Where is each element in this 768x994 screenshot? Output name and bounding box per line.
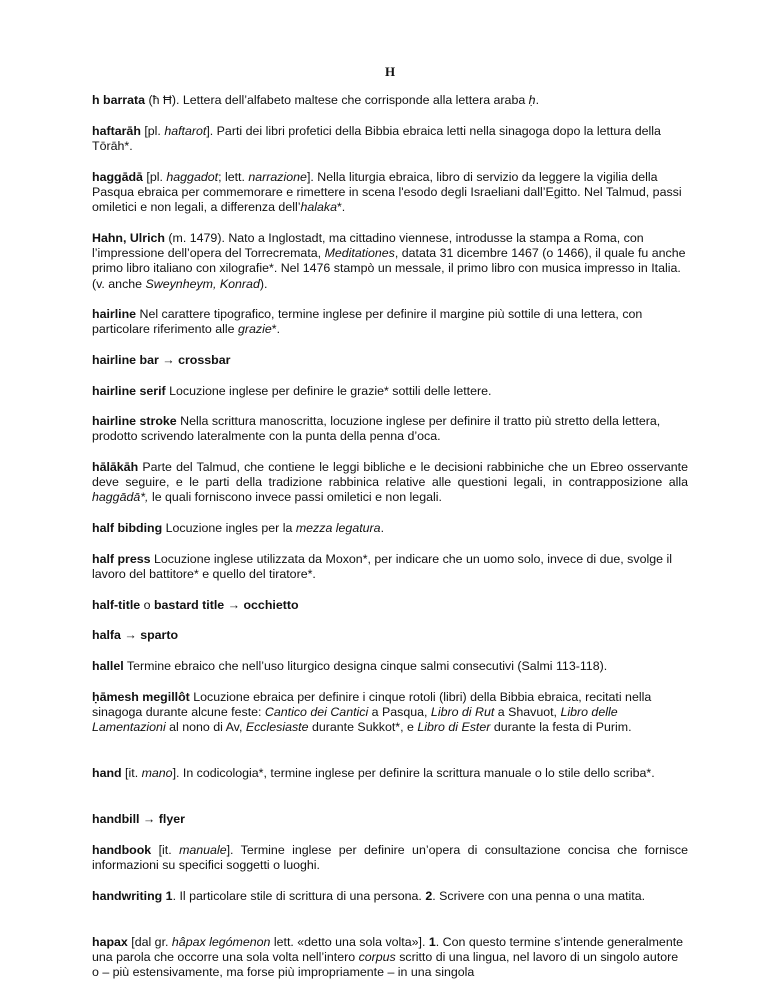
entry-text: Locuzione inglese per definire le grazie* sottili delle lettere. — [165, 384, 492, 398]
entry-text: Nella scrittura manoscritta, locuzione inglese per definire il tratto più stretto della lettera, prodotto scrivendo lateralmente con la punta della penna d’oca. — [92, 414, 661, 444]
entry-text: Termine ebraico che nell’uso liturgico designa cinque salmi consecutivi (Salmi 113-118). — [123, 659, 608, 673]
entry-text: [it. — [121, 766, 142, 780]
entry-h-barrata — [92, 93, 688, 108]
entry-term: Hahn, Ulrich — [92, 231, 165, 245]
entry-hamesh-megillot — [92, 690, 688, 736]
entry-text: a Shavuot, — [494, 705, 561, 720]
entry-term: half press — [92, 552, 151, 566]
entry-text: ]. Termine inglese per definire un’opera di consultazione concisa che fornisce informazioni su specifici soggetti o luoghi. — [92, 843, 689, 873]
sense-number: 1 — [162, 889, 173, 903]
entry-term: half bibding — [92, 521, 163, 535]
entry-text: ]. Parti dei libri profetici della Bibbia ebraica letti nella sinagoga dopo la lettura della Tōrāh*. — [92, 124, 661, 154]
entry-term: h barrata — [92, 93, 146, 107]
entry-text: [it. — [151, 843, 180, 857]
entry-text: Locuzione ingles per la — [162, 521, 296, 535]
entry-text-italic: mezza legatura — [295, 521, 381, 535]
entry-hand — [92, 766, 688, 781]
entry-term: hairline stroke — [92, 414, 177, 428]
entry-text: durante Sukkot*, e — [308, 720, 418, 735]
entry-text: [dal gr. — [127, 935, 172, 949]
entry-text: (m. 1479). Nato a Inglostadt, ma cittadino viennese, introdusse la stampa a Roma, con l’impressione dell’opera del Torrecremata, — [92, 231, 644, 261]
entry-text: o — [140, 598, 154, 612]
entry-text: ]. Nella liturgia ebraica, libro di servizio da leggere la vigilia della Pasqua ebraica per commemorare e rimettere in scena l'esodo degli Israeliani dall’Egitto. Nel Talmud, passi omiletici e non legali, a differenza dell’ — [92, 170, 682, 215]
entry-text: ; lett. — [218, 170, 249, 184]
entry-text: (ħ Ħ). Lettera dell’alfabeto maltese che corrisponde alla lettera araba — [145, 93, 529, 107]
entry-text-italic: Libro di Ester — [417, 720, 491, 735]
entry-text-italic: halaka — [300, 200, 337, 215]
entry-text-italic: Sweynheym, Konrad — [145, 276, 260, 291]
entry-text: *. — [336, 200, 346, 215]
entry-term: hairline — [92, 307, 137, 321]
entry-text-italic: Libro di Rut — [430, 705, 495, 720]
entry-text: [pl. — [140, 124, 165, 138]
entry-term: hallel — [92, 659, 124, 673]
entry-hairline — [92, 307, 688, 337]
entry-hairline-serif — [92, 384, 688, 399]
entry-halfa — [92, 628, 688, 643]
entry-term: hairline bar → crossbar — [92, 353, 231, 367]
entry-text: , datata 31 dicembre 1467 (o 1466), il quale fu anche primo libro italiano con xilografie*. Nel 1476 stampò un messale, il primo libro con musica impresso in Italia. (v. anche — [92, 246, 686, 291]
entry-text: lett. «detto una sola volta»]. — [270, 935, 429, 949]
entry-text-italic: corpus — [358, 950, 396, 965]
entry-term: haftarāh — [92, 124, 141, 138]
entry-text-italic: haftarot — [164, 124, 207, 138]
entry-term: ḥāmesh megillôt — [92, 690, 190, 704]
entry-text: . — [535, 93, 540, 107]
entry-text-italic: haggādā*, — [92, 490, 149, 505]
entry-text: durante la festa di Purim. — [490, 720, 632, 735]
entry-half-bibding — [92, 521, 688, 536]
entry-term: handbill → flyer — [92, 812, 185, 826]
entry-term: hālākāh — [92, 460, 139, 474]
entry-hapax — [92, 935, 688, 981]
entry-text-italic: Cantico dei Cantici — [264, 705, 369, 720]
entry-text: Locuzione ebraica per definire i cinque rotoli (libri) della Bibbia ebraica, recitati nella sinagoga durante alcune feste: — [92, 690, 652, 720]
entry-text-italic: Ecclesiaste — [245, 720, 309, 735]
entry-text-italic: narrazione — [248, 170, 307, 184]
section-letter: H — [384, 64, 396, 79]
entry-haggadah — [92, 170, 688, 216]
entry-text: a Pasqua, — [368, 705, 431, 720]
entry-term: hairline serif — [92, 384, 166, 398]
entry-text: *. — [271, 322, 281, 337]
entry-text-italic: grazie — [238, 322, 272, 337]
entry-text: scritto di una lingua, nel lavoro di un singolo autore o – più estensivamente, ma forse più impropriamente – in una singola — [92, 950, 679, 980]
entry-text: Nel carattere tipografico, termine inglese per definire il margine più sottile di una lettera, con particolare riferimento alle — [92, 307, 643, 337]
entry-text: ]. In codicologia*, termine inglese per definire la scrittura manuale o lo stile dello scriba*. — [172, 766, 655, 780]
entry-text-italic: Libro delle Lamentazioni — [92, 705, 618, 735]
entry-text-italic: mano — [141, 766, 173, 780]
entry-hahn-ulrich — [92, 231, 688, 292]
entry-term: halfa → sparto — [92, 628, 179, 642]
entry-text-italic: ḥ — [528, 93, 536, 107]
entry-handbook — [92, 843, 688, 873]
entry-text-italic: haggadot — [166, 170, 219, 184]
sense-number: 2 — [425, 889, 433, 903]
entry-text: al nono di Av, — [165, 720, 246, 735]
entry-text: . — [380, 521, 385, 535]
entry-text: . Con questo termine s’intende generalmente una parola che occorre una sola volta nell’intero — [92, 935, 684, 965]
sense-number: 1 — [428, 935, 436, 949]
entry-term: hand — [92, 766, 122, 780]
entry-text: . Scrivere con una penna o una matita. — [432, 889, 646, 903]
entry-term: half-title — [92, 598, 141, 612]
entry-text: [pl. — [142, 170, 167, 184]
entry-term-secondary: bastard title → occhietto — [153, 598, 299, 612]
entry-text: . Il particolare stile di scrittura di una persona. — [172, 889, 426, 903]
entry-text: Parte del Talmud, che contiene le leggi bibliche e le decisioni rabbiniche che un Ebreo osservante deve seguire, e le parti della tradizione rabbinica relative alle questioni legali, in contrapposizione alla — [92, 460, 688, 490]
entry-handwriting — [92, 889, 688, 904]
entry-haftarah — [92, 124, 688, 154]
entry-text: ). — [259, 276, 268, 291]
entry-term: hapax — [92, 935, 128, 949]
entry-half-press — [92, 552, 688, 582]
entry-hallel — [92, 659, 688, 674]
entry-handbill — [92, 812, 688, 827]
entry-text: le quali forniscono invece passi omiletici e non legali. — [148, 490, 442, 505]
entry-halakah — [92, 460, 688, 506]
entry-text-italic: Meditationes — [324, 246, 395, 261]
entry-half-title — [92, 598, 688, 613]
entry-hairline-stroke — [92, 414, 688, 444]
entry-term: handwriting — [92, 889, 163, 903]
entry-text-italic: hâpax legómenon — [171, 935, 271, 949]
entry-hairline-bar — [92, 353, 688, 368]
entry-text: Locuzione inglese utilizzata da Moxon*, per indicare che un uomo solo, invece di due, svolge il lavoro del battitore* e quello del tiratore*. — [92, 552, 672, 582]
entry-term: haggādā — [92, 170, 143, 184]
entry-term: handbook — [92, 843, 152, 857]
entry-text-italic: manuale — [179, 843, 227, 857]
